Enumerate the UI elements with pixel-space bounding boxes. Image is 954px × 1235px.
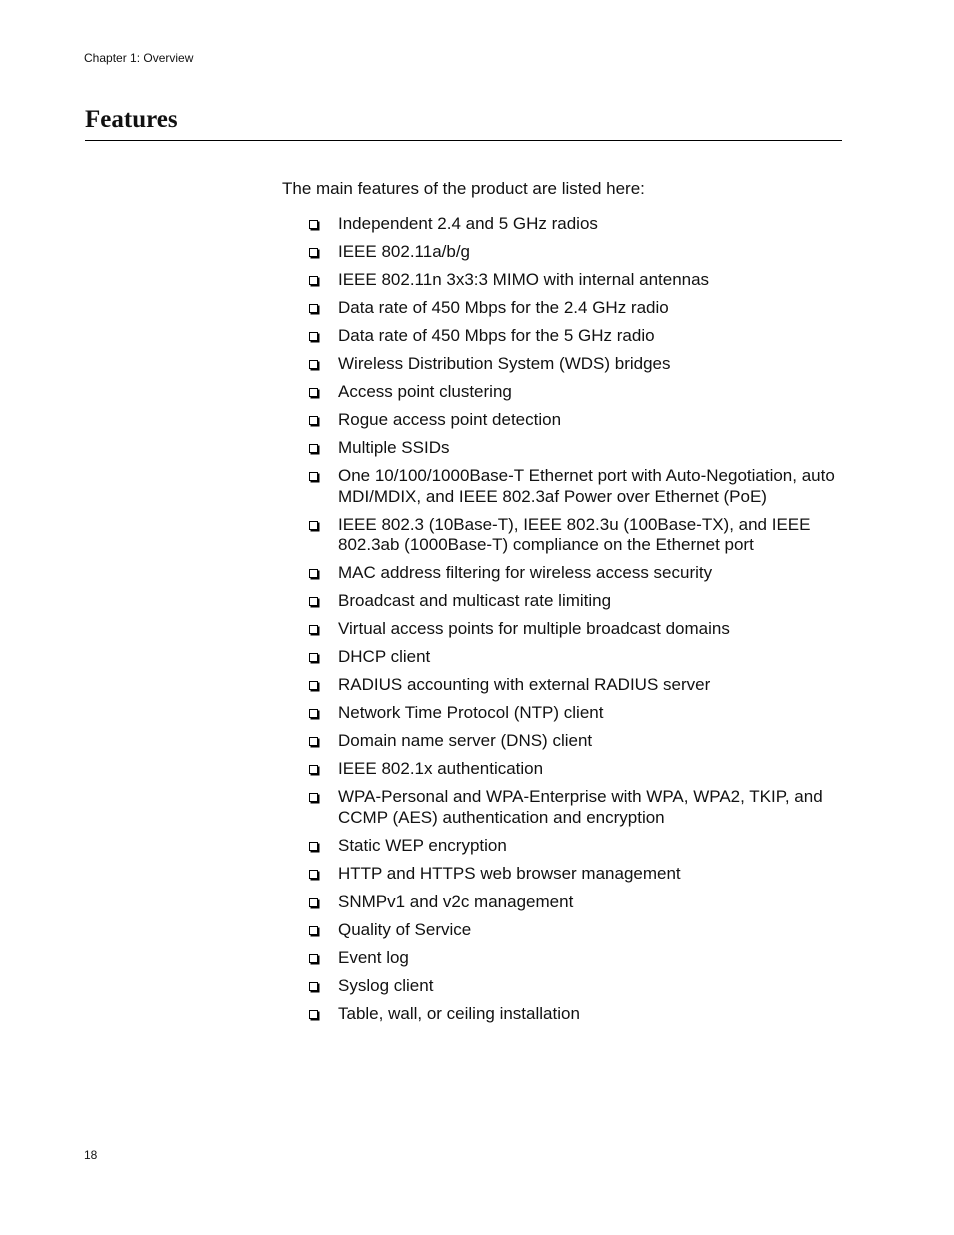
checkbox-bullet-icon — [309, 793, 318, 802]
running-header: Chapter 1: Overview — [84, 51, 194, 65]
checkbox-bullet-icon — [309, 597, 318, 606]
checkbox-bullet-icon — [309, 898, 318, 907]
feature-text: Virtual access points for multiple broadcast domains — [338, 619, 730, 638]
feature-text: Syslog client — [338, 975, 434, 995]
intro-paragraph: The main features of the product are listed here: — [282, 179, 645, 198]
feature-text: Event log — [338, 947, 409, 967]
feature-text: SNMPv1 and v2c management — [338, 891, 574, 911]
list-item — [309, 836, 849, 857]
list-item — [309, 619, 849, 640]
feature-text: Rogue access point detection — [338, 410, 562, 429]
feature-text: Static WEP encryption — [338, 835, 507, 855]
list-item — [309, 948, 849, 969]
feature-text: IEEE 802.11a/b/g — [338, 242, 471, 261]
feature-text: Wireless Distribution System (WDS) bridges — [338, 354, 671, 373]
checkbox-bullet-icon — [309, 765, 318, 774]
list-item — [309, 1004, 849, 1025]
checkbox-bullet-icon — [309, 625, 318, 634]
checkbox-bullet-icon — [309, 954, 318, 963]
feature-text: Data rate of 450 Mbps for the 2.4 GHz radio — [338, 298, 669, 317]
list-item — [309, 647, 849, 668]
list-item — [309, 242, 849, 263]
checkbox-bullet-icon — [309, 709, 318, 718]
list-item — [309, 892, 849, 913]
checkbox-bullet-icon — [309, 444, 318, 453]
feature-text: Broadcast and multicast rate limiting — [338, 591, 612, 610]
list-item — [309, 326, 849, 347]
checkbox-bullet-icon — [309, 388, 318, 397]
list-item — [309, 864, 849, 885]
feature-text: Multiple SSIDs — [338, 438, 450, 457]
checkbox-bullet-icon — [309, 220, 318, 229]
checkbox-bullet-icon — [309, 737, 318, 746]
feature-text: Quality of Service — [338, 919, 472, 939]
checkbox-bullet-icon — [309, 982, 318, 991]
list-item — [309, 787, 849, 828]
checkbox-bullet-icon — [309, 332, 318, 341]
checkbox-bullet-icon — [309, 653, 318, 662]
checkbox-bullet-icon — [309, 521, 318, 530]
checkbox-bullet-icon — [309, 870, 318, 879]
list-item — [309, 976, 849, 997]
list-item — [309, 515, 849, 556]
feature-text: Table, wall, or ceiling installation — [338, 1003, 580, 1023]
feature-text: Access point clustering — [338, 382, 512, 401]
list-item — [309, 270, 849, 291]
checkbox-bullet-icon — [309, 842, 318, 851]
list-item — [309, 759, 849, 780]
list-item — [309, 438, 849, 459]
feature-text: WPA-Personal and WPA-Enterprise with WPA, WPA2, TKIP, and CCMP (AES) authentication and encryption — [338, 787, 823, 827]
list-item — [309, 298, 849, 319]
checkbox-bullet-icon — [309, 1010, 318, 1019]
feature-text: MAC address filtering for wireless access security — [338, 563, 713, 582]
checkbox-bullet-icon — [309, 276, 318, 285]
list-item — [309, 731, 849, 752]
checkbox-bullet-icon — [309, 360, 318, 369]
list-item — [309, 920, 849, 941]
list-item — [309, 214, 849, 235]
page-number: 18 — [84, 1148, 98, 1162]
feature-text: DHCP client — [338, 647, 431, 666]
checkbox-bullet-icon — [309, 926, 318, 935]
checkbox-bullet-icon — [309, 416, 318, 425]
list-item — [309, 410, 849, 431]
checkbox-bullet-icon — [309, 681, 318, 690]
feature-text: RADIUS accounting with external RADIUS server — [338, 675, 711, 694]
title-rule — [85, 140, 842, 141]
feature-text: Data rate of 450 Mbps for the 5 GHz radio — [338, 326, 655, 345]
feature-text: IEEE 802.11n 3x3:3 MIMO with internal antennas — [338, 270, 710, 289]
feature-text: Independent 2.4 and 5 GHz radios — [338, 214, 598, 233]
feature-text: One 10/100/1000Base-T Ethernet port with Auto-Negotiation, auto MDI/MDIX, and IEEE 802.3af Power over Ethernet (PoE) — [338, 466, 835, 506]
checkbox-bullet-icon — [309, 472, 318, 481]
list-item — [309, 354, 849, 375]
list-item — [309, 382, 849, 403]
feature-text: IEEE 802.1x authentication — [338, 759, 544, 778]
feature-list — [309, 214, 849, 1032]
list-item — [309, 703, 849, 724]
checkbox-bullet-icon — [309, 304, 318, 313]
section-title: Features — [85, 106, 178, 133]
list-item — [309, 591, 849, 612]
list-item — [309, 675, 849, 696]
list-item — [309, 563, 849, 584]
checkbox-bullet-icon — [309, 248, 318, 257]
list-item — [309, 466, 849, 507]
feature-text: IEEE 802.3 (10Base-T), IEEE 802.3u (100Base-TX), and IEEE 802.3ab (1000Base-T) compliance on the Ethernet port — [338, 514, 811, 554]
checkbox-bullet-icon — [309, 569, 318, 578]
feature-text: Network Time Protocol (NTP) client — [338, 703, 604, 722]
feature-text: HTTP and HTTPS web browser management — [338, 863, 681, 883]
feature-text: Domain name server (DNS) client — [338, 731, 593, 750]
